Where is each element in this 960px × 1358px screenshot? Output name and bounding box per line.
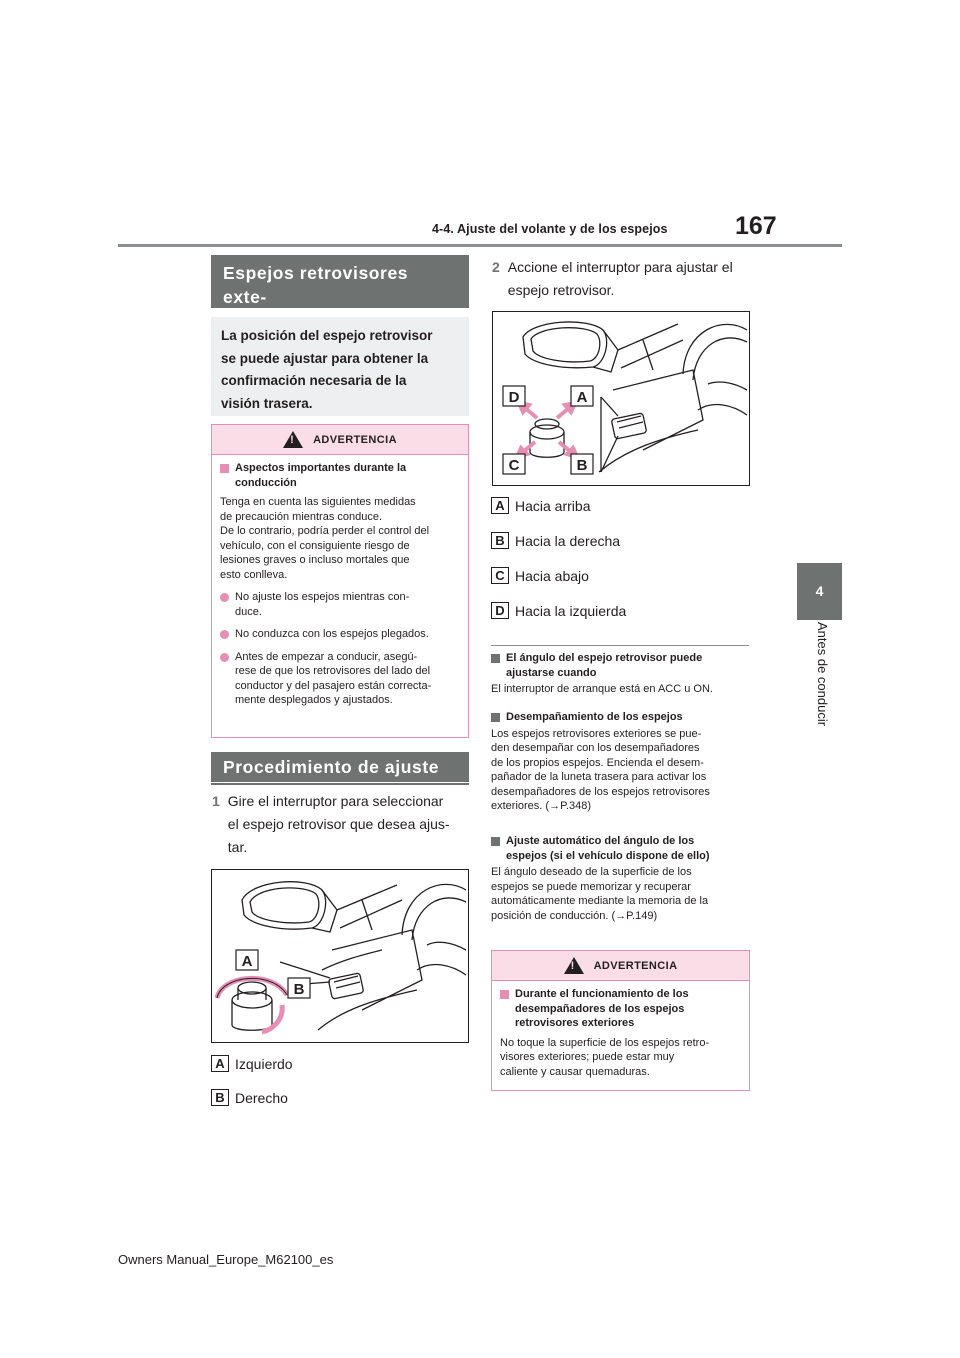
- step-number: 1: [212, 793, 220, 809]
- square-bullet-icon: [491, 837, 500, 846]
- warning-box: [211, 424, 469, 738]
- warning-text-line: lesiones graves o incluso mortales que: [220, 554, 410, 566]
- legend-key: B: [491, 532, 509, 549]
- mirror-selector-drawing: [212, 870, 468, 1042]
- note-title-line: El ángulo del espejo retrovisor puede: [506, 652, 703, 664]
- circle-bullet-icon: [220, 630, 229, 639]
- intro-line: confirmación necesaria de la: [221, 373, 407, 388]
- note-body: El interruptor de arranque está en ACC u ON.: [491, 683, 713, 695]
- section-title-exterior-mirrors: [211, 255, 469, 308]
- note-title-line: Desempañamiento de los espejos: [506, 711, 683, 723]
- note-title-line: ajustarse cuando: [506, 666, 597, 679]
- warning-triangle-icon: [283, 431, 303, 448]
- note-body-line: espejos se puede memorizar y recuperar: [491, 880, 691, 893]
- legend-text: Izquierdo: [235, 1055, 293, 1072]
- warning-subtitle-line: retrovisores exteriores: [515, 1017, 635, 1029]
- warning-bullet-line: rese de que los retrovisores del lado del: [235, 665, 431, 677]
- section-header: 4-4. Ajuste del volante y de los espejos: [432, 222, 668, 236]
- note-body-line: pañador de la luneta trasera para activar los: [491, 771, 707, 783]
- figure-label-d: D: [508, 389, 520, 406]
- note-body-line: den desempañar con los desempañadores: [491, 742, 700, 754]
- warning-body: [492, 981, 749, 1085]
- warning-bullet-line: Antes de empezar a conducir, asegú-: [235, 650, 418, 663]
- legend-key: B: [211, 1089, 229, 1106]
- warning-subtitle: [220, 461, 460, 490]
- warning-subtitle-line: Aspectos importantes durante la: [235, 462, 407, 474]
- warning-text-line: Tenga en cuenta las siguientes medidas: [220, 496, 416, 508]
- legend-item: [491, 532, 620, 549]
- square-bullet-icon: [500, 990, 509, 999]
- page-number: 167: [735, 212, 777, 240]
- note-title: [491, 710, 750, 725]
- step-1: [212, 790, 470, 859]
- legend-key: A: [211, 1055, 229, 1072]
- step-number: 2: [492, 259, 500, 275]
- intro-line: se puede ajustar para obtener la: [221, 350, 429, 366]
- note-title: [491, 651, 750, 680]
- warning-text-line: De lo contrario, podría perder el control del: [220, 525, 430, 537]
- warning-bullet-line: mente desplegados y ajustados.: [235, 694, 393, 706]
- warning-text-line: caliente y causar quemaduras.: [500, 1065, 650, 1078]
- section-title-procedure: [211, 752, 469, 782]
- warning-text-line: de precaución mientras conduce.: [220, 510, 383, 523]
- note-body-line: Los espejos retrovisores exteriores se pue-: [491, 727, 702, 740]
- legend-text: Hacia la izquierda: [515, 602, 627, 619]
- warning-bullet: [220, 590, 460, 619]
- warning-bullet: [220, 627, 460, 642]
- note-body-line: automáticamente mediante la memoria de la: [491, 895, 709, 907]
- legend-text: Hacia la derecha: [515, 532, 621, 549]
- figure-label-b: B: [293, 981, 305, 998]
- warning-box: [491, 950, 750, 1091]
- legend-text: Derecho: [235, 1089, 288, 1106]
- warning-header: [492, 951, 749, 981]
- legend-item: [211, 1089, 288, 1106]
- warning-subtitle: [500, 987, 741, 1031]
- circle-bullet-icon: [220, 593, 229, 602]
- legend-item: [491, 497, 590, 514]
- figure-label-c: C: [508, 457, 520, 474]
- legend-item: [491, 602, 626, 619]
- square-bullet-icon: [491, 713, 500, 722]
- note-body-line: El ángulo deseado de la superficie de los: [491, 866, 692, 878]
- step-2: [492, 256, 750, 302]
- note-adjust-when: [491, 651, 750, 697]
- warning-paragraph: [220, 495, 460, 582]
- legend-item: [211, 1055, 293, 1072]
- step-text-line: el espejo retrovisor que desea ajus-: [227, 816, 450, 832]
- warning-subtitle-line: desempañadores de los espejos: [515, 1002, 685, 1015]
- section-title-underline: [211, 783, 469, 785]
- warning-heading: ADVERTENCIA: [313, 433, 397, 446]
- warning-paragraph: [500, 1036, 741, 1080]
- note-title: [491, 834, 750, 863]
- step-text-line: Accione el interruptor para ajustar el: [507, 259, 733, 275]
- legend-key: D: [491, 602, 509, 619]
- mirror-selector-illustration: [211, 869, 469, 1043]
- step-text-line: tar.: [227, 839, 248, 855]
- figure-label-b: B: [576, 457, 588, 474]
- warning-header: [212, 425, 468, 455]
- figure-label-a: A: [576, 389, 588, 406]
- warning-text-line: vehículo, con el consiguiente riesgo de: [220, 539, 410, 552]
- intro-line: visión trasera.: [221, 395, 313, 411]
- warning-body: [212, 455, 468, 722]
- warning-text-line: visores exteriores; puede estar muy: [500, 1051, 675, 1063]
- figure-label-a: A: [241, 953, 253, 970]
- warning-subtitle-line: conducción: [235, 476, 297, 489]
- section-title-line: Espejos retrovisores exte-: [223, 263, 409, 307]
- warning-text-line: esto conlleva.: [220, 568, 288, 581]
- note-body-line: desempañadores de los espejos retrovisores: [491, 785, 710, 798]
- square-bullet-icon: [491, 654, 500, 663]
- legend-key: A: [491, 497, 509, 514]
- chapter-tab: 4: [797, 563, 842, 620]
- chapter-label: Antes de conducir: [815, 622, 830, 727]
- intro-line: La posición del espejo retrovisor: [221, 328, 433, 343]
- warning-bullet-line: duce.: [235, 605, 262, 618]
- mirror-adjust-illustration: [492, 311, 750, 486]
- note-title-line: espejos (si el vehículo dispone de ello): [506, 849, 710, 862]
- warning-heading: ADVERTENCIA: [593, 959, 678, 972]
- note-body-line: de los propios espejos. Encienda el desem-: [491, 756, 704, 769]
- warning-bullet-line: No conduzca con los espejos plegados.: [235, 628, 429, 640]
- square-bullet-icon: [220, 464, 229, 473]
- legend-item: [491, 567, 589, 584]
- warning-bullet: [220, 650, 460, 708]
- header-rule: [118, 244, 842, 247]
- mirror-adjust-drawing: [493, 312, 749, 485]
- footer-text: Owners Manual_Europe_M62100_es: [118, 1252, 334, 1267]
- step-text-line: espejo retrovisor.: [507, 282, 615, 298]
- legend-text: Hacia arriba: [515, 497, 591, 514]
- warning-bullet-line: No ajuste los espejos mientras con-: [235, 591, 410, 603]
- warning-subtitle-line: Durante el funcionamiento de los: [515, 988, 689, 1000]
- legend-key: C: [491, 567, 509, 584]
- warning-text-line: No toque la superficie de los espejos retro-: [500, 1036, 710, 1049]
- note-defogging: [491, 710, 750, 814]
- note-auto-angle: [491, 834, 750, 923]
- note-title-line: Ajuste automático del ángulo de los: [506, 835, 695, 847]
- legend-text: Hacia abajo: [515, 567, 589, 584]
- intro-box: [211, 317, 469, 416]
- circle-bullet-icon: [220, 653, 229, 662]
- warning-bullet-line: conductor y del pasajero están correcta-: [235, 679, 432, 692]
- note-body-line: exteriores. (→P.348): [491, 800, 592, 812]
- notes-divider: [491, 645, 749, 646]
- warning-triangle-icon: [564, 957, 584, 974]
- step-text-line: Gire el interruptor para seleccionar: [227, 793, 444, 809]
- section-title-text: Procedimiento de ajuste: [223, 757, 440, 777]
- note-body-line: posición de conducción. (→P.149): [491, 909, 658, 922]
